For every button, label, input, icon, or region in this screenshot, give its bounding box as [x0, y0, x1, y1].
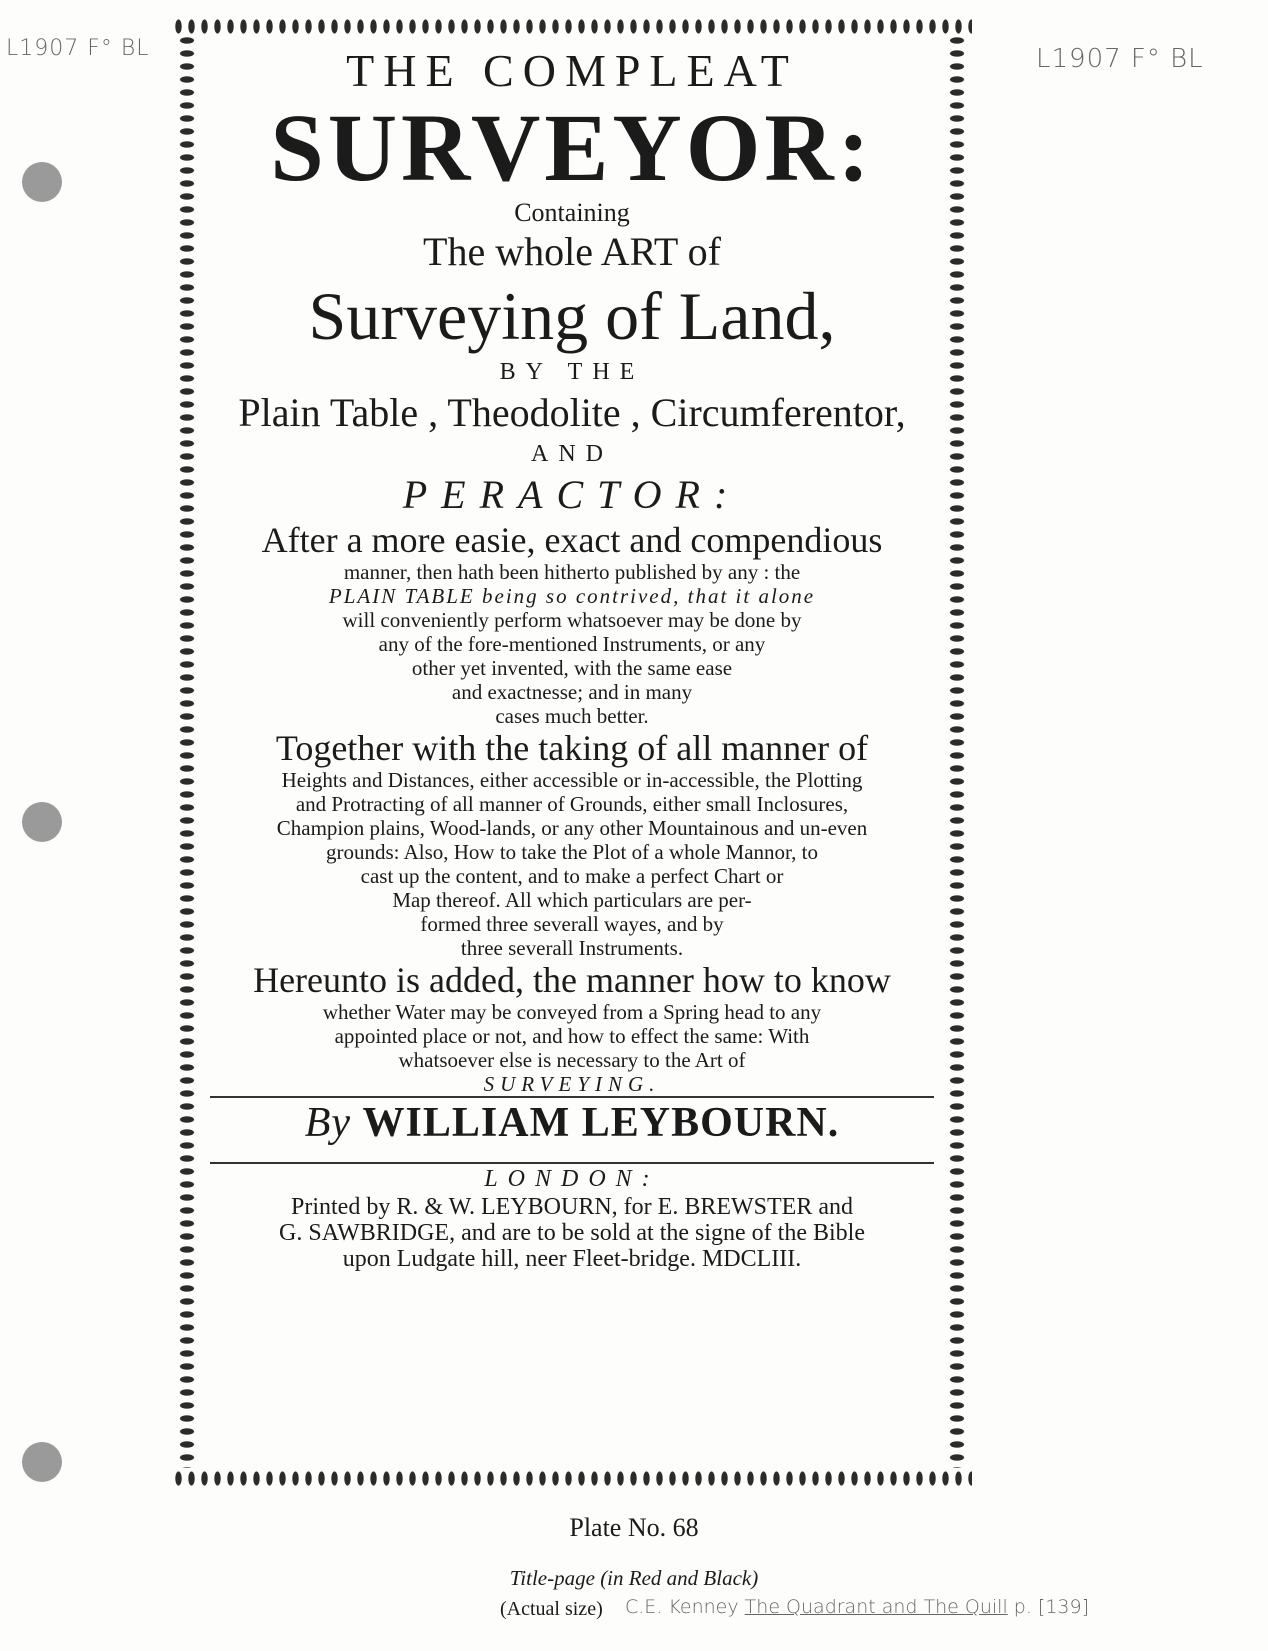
reference-page: p. [139] — [1013, 1596, 1090, 1618]
paragraph-3-line: whether Water may be conveyed from a Spring head to any — [322, 1000, 822, 1024]
imprint-city: LONDON: — [484, 1166, 660, 1192]
punch-hole-middle — [22, 802, 62, 842]
reference-author: C.E. Kenney — [625, 1596, 739, 1618]
punch-hole-bottom — [22, 1442, 62, 1482]
reference-title: The Quadrant and The Quill — [744, 1596, 1008, 1618]
title-and: AND — [531, 441, 613, 467]
paragraph-2-line: grounds: Also, How to take the Plot of a whole Mannor, to — [325, 840, 819, 864]
paragraph-2-line: cast up the content, and to make a perfect Chart or — [360, 864, 784, 888]
margin-note-left: L1907 F° BL — [6, 36, 150, 61]
paragraph-1-line: manner, then hath been hitherto published by any : the — [343, 560, 801, 584]
paragraph-1-line: will conveniently perform whatsoever may be done by — [342, 608, 802, 632]
paragraph-2-line: and Protracting of all manner of Grounds, either small Inclosures, — [295, 792, 849, 816]
paragraph-1-line: PLAIN TABLE being so contrived, that it alone — [328, 584, 816, 608]
paragraph-1-lead: After a more easie, exact and compendious — [261, 520, 883, 560]
title-line-1: THE COMPLEAT — [346, 45, 798, 96]
paragraph-3-line: SURVEYING. — [483, 1072, 661, 1096]
paragraph-3-line: appointed place or not, and how to effect the same: With — [334, 1024, 810, 1048]
title-main: SURVEYOR: — [270, 94, 874, 201]
paragraph-2-line: Champion plains, Wood-lands, or any other Mountainous and un-even — [276, 816, 868, 840]
actual-size-note: (Actual size) — [500, 1598, 603, 1620]
paragraph-2-line: formed three severall wayes, and by — [420, 912, 724, 936]
paragraph-2-line: Heights and Distances, either accessible or in-accessible, the Plotting — [281, 768, 863, 792]
paragraph-1-line: cases much better. — [495, 704, 649, 728]
title-instruments: Plain Table , Theodolite , Circumferentor, — [238, 390, 906, 435]
author-name: WILLIAM LEYBOURN. — [362, 1100, 840, 1146]
paragraph-3-line: whatsoever else is necessary to the Art of — [398, 1048, 746, 1072]
paragraph-1-line: and exactnesse; and in many — [451, 680, 693, 704]
title-peractor: PERACTOR: — [402, 472, 742, 517]
imprint-line: G. SAWBRIDGE, and are to be sold at the signe of the Bible — [279, 1220, 865, 1246]
title-surveying-of-land: Surveying of Land, — [308, 278, 836, 354]
border-right — [942, 34, 972, 1468]
author-line — [210, 1098, 934, 1148]
punch-hole-top — [22, 162, 62, 202]
plate-number: Plate No. 68 — [569, 1513, 699, 1542]
author-by: By — [304, 1100, 352, 1146]
border-left — [172, 34, 202, 1468]
imprint-line: upon Ludgate hill, neer Fleet-bridge. MDCLIII. — [342, 1246, 802, 1272]
paragraph-1-line: any of the fore-mentioned Instruments, or any — [378, 632, 766, 656]
imprint-line: Printed by R. & W. LEYBOURN, for E. BREWSTER and — [291, 1194, 853, 1220]
title-by-the: BY THE — [499, 359, 645, 385]
border-bottom — [172, 1462, 972, 1492]
title-whole-art: The whole ART of — [423, 229, 721, 274]
title-page — [210, 44, 934, 1464]
plate-caption: Title-page (in Red and Black) — [509, 1566, 759, 1590]
paragraph-1-line: other yet invented, with the same ease — [411, 656, 733, 680]
paragraph-2-line: three severall Instruments. — [460, 936, 684, 960]
title-containing: Containing — [514, 198, 630, 227]
paragraph-2-line: Map thereof. All which particulars are per- — [392, 888, 752, 912]
paragraph-2-lead: Together with the taking of all manner of — [275, 728, 869, 768]
margin-note-right: L1907 F° BL — [1036, 44, 1204, 74]
handwritten-reference — [625, 1596, 1089, 1618]
border-top — [172, 10, 972, 40]
paragraph-3-lead: Hereunto is added, the manner how to know — [253, 960, 891, 1000]
